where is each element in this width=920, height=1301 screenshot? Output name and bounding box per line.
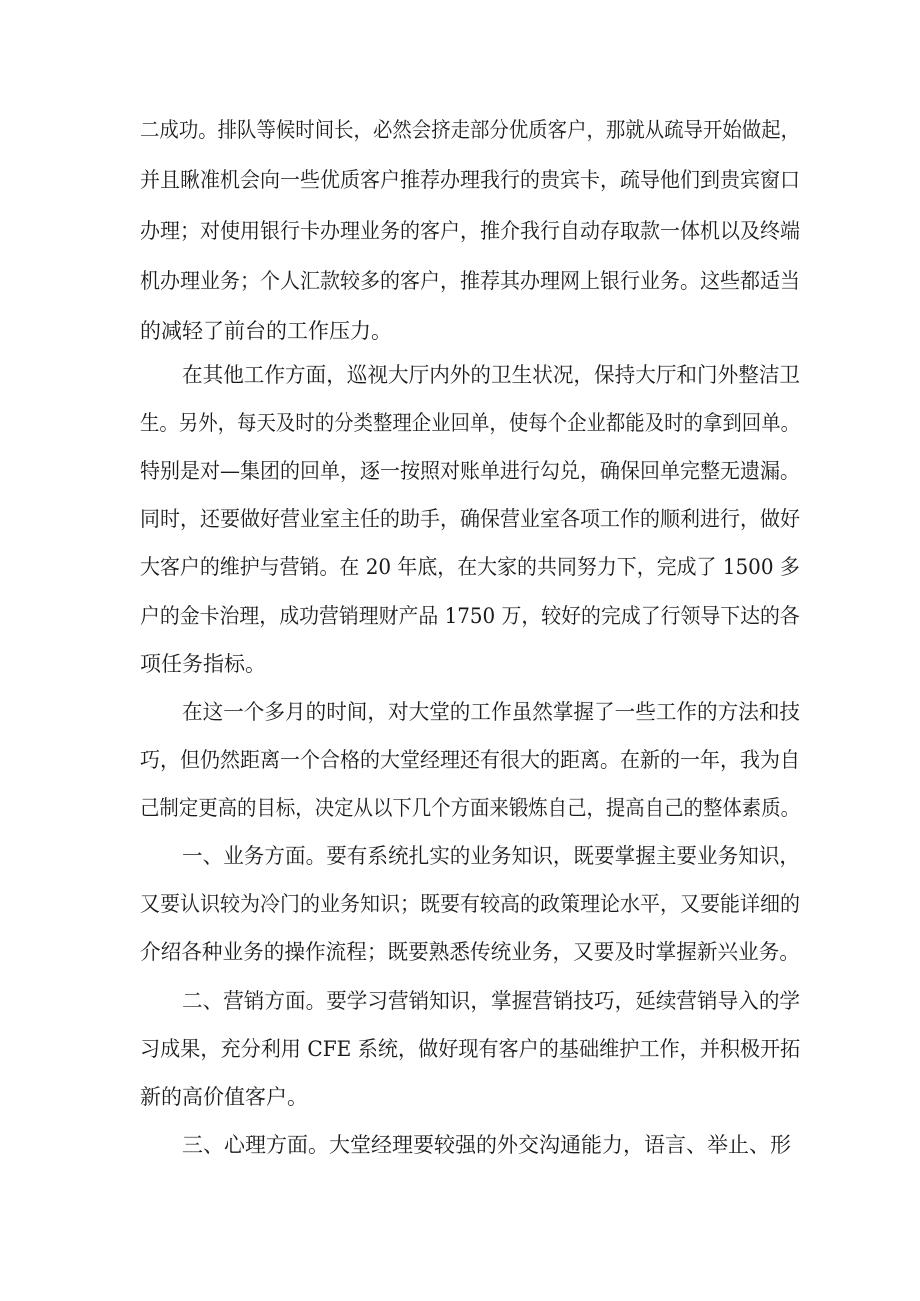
text-line: 新的高价值客户。: [140, 1085, 308, 1109]
text-line: 介绍各种业务的操作流程；既要熟悉传统业务，又要及时掌握新兴业务。: [140, 940, 800, 964]
text-line: 己制定更高的目标，决定从以下几个方面来锻炼自己，提高自己的整体素质。: [140, 796, 801, 820]
text-line: 户的金卡治理，成功营销理财产品 1750 万，较好的完成了行领导下达的各: [140, 604, 800, 628]
text-line: 又要认识较为冷门的业务知识；既要有较高的政策理论水平，又要能详细的: [140, 892, 801, 916]
text-line: 在这一个多月的时间，对大堂的工作虽然掌握了一些工作的方法和技: [182, 700, 801, 724]
text-line: 生。另外，每天及时的分类整理企业回单，使每个企业都能及时的拿到回单。: [140, 411, 801, 435]
text-line: 二成功。排队等候时间长，必然会挤走部分优质客户，那就从疏导开始做起，: [140, 118, 801, 142]
text-line: 机办理业务；个人汇款较多的客户，推荐其办理网上银行业务。这些都适当: [140, 269, 801, 293]
text-line: 三、心理方面。大堂经理要较强的外交沟通能力，语言、举止、形: [182, 1133, 791, 1157]
text-line: 办理；对使用银行卡办理业务的客户，推介我行自动存取款一体机以及终端: [140, 219, 801, 243]
text-line: 的减轻了前台的工作压力。: [140, 319, 392, 343]
text-line: 巧，但仍然距离一个合格的大堂经理还有很大的距离。在新的一年，我为自: [140, 748, 801, 772]
text-line: 大客户的维护与营销。在 20 年底，在大家的共同努力下，完成了 1500 多: [140, 555, 800, 579]
text-line: 在其他工作方面，巡视大厅内外的卫生状况，保持大厅和门外整洁卫: [182, 363, 801, 387]
text-line: 项任务指标。: [140, 652, 266, 676]
text-line: 同时，还要做好营业室主任的助手，确保营业室各项工作的顺利进行，做好: [140, 507, 801, 531]
text-line: 并且瞅准机会向一些优质客户推荐办理我行的贵宾卡，疏导他们到贵宾窗口: [140, 168, 801, 192]
text-line: 二、营销方面。要学习营销知识，掌握营销技巧，延续营销导入的学: [182, 989, 801, 1013]
text-line: 一、业务方面。要有系统扎实的业务知识，既要掌握主要业务知识，: [182, 844, 801, 868]
text-line: 特别是对—集团的回单，逐一按照对账单进行勾兑，确保回单完整无遗漏。: [140, 459, 801, 483]
text-line: 习成果，充分利用 CFE 系统，做好现有客户的基础维护工作，并积极开拓: [140, 1037, 801, 1061]
